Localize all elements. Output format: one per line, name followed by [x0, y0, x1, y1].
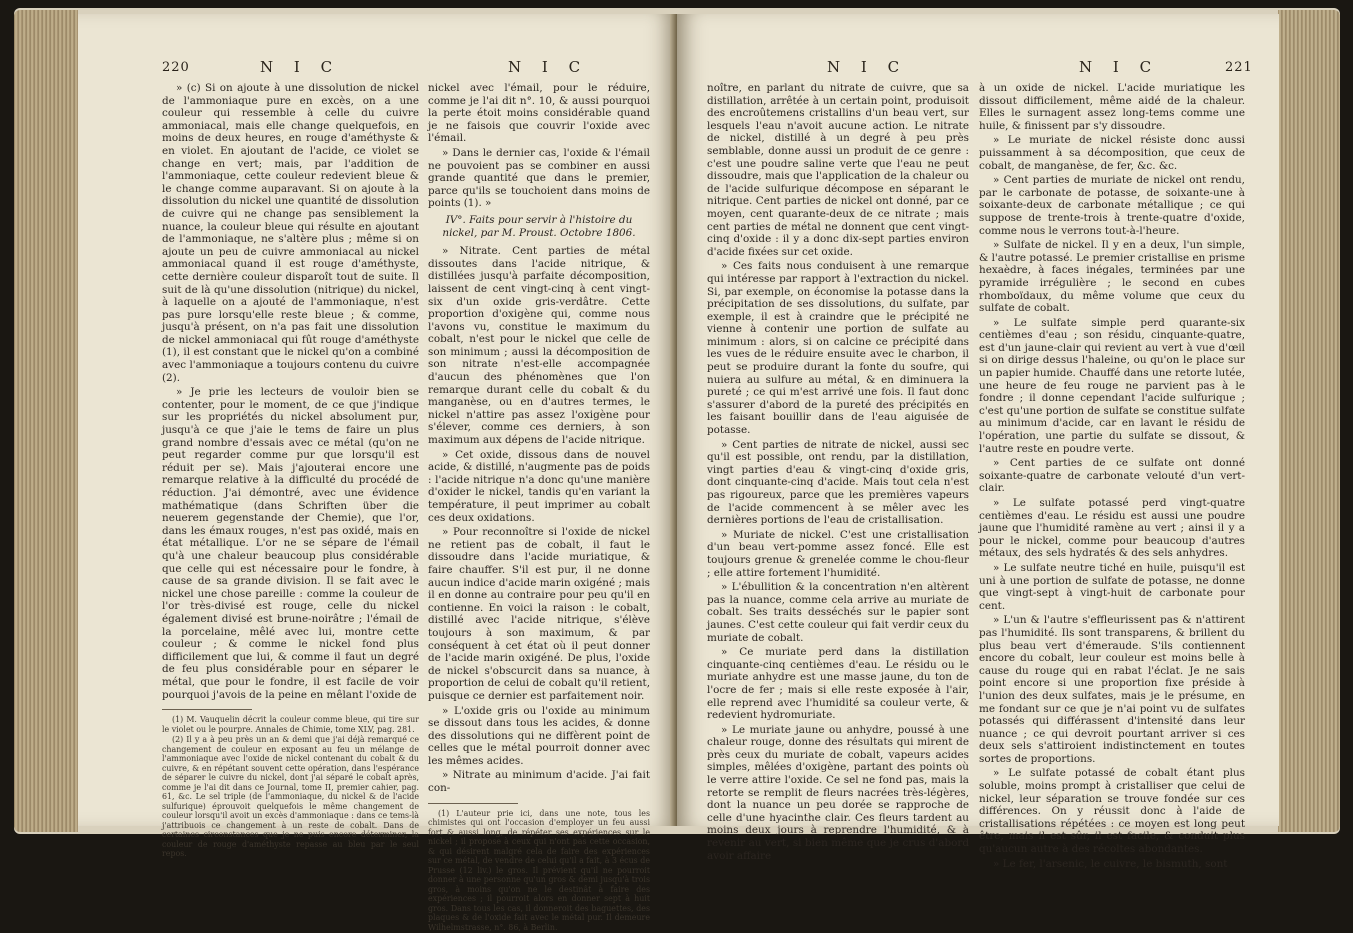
paragraph: » Pour reconnoître si l'oxide de nickel ne retient pas de cobalt, il faut le dissoudre dans l'acide muriatique, & faire chauffer. S'il est pur, il ne donne aucun indice d'acide marin oxigéné ; mais il en donne au contraire pour peu qu'il en contienne. En voici la raison : le cobalt, distillé avec l'acide nitrique, s'élève toujours à son maximum, & par conséquent à cet état où il peut donner de l'acide marin oxigéné. De plus, l'oxide de nickel s'obscurcit dans sa nuance, à proportion de celui de cobalt qu'il retient, puisque ce dernier est parfaitement noir. — [428, 526, 650, 702]
paragraph: » Cent parties de ce sulfate ont donné soixante-quatre de carbonate velouté d'un vert-clair. — [979, 457, 1245, 495]
left-column-2 — [428, 82, 650, 933]
paragraph: » Cet oxide, dissous dans de nouvel acide, & distillé, n'augmente pas de poids : l'acide nitrique n'a donc qu'une manière d'oxider le nickel, tandis qu'en variant la température, il peut imprimer au cobalt ces deux oxidations. — [428, 448, 650, 524]
footnote-rule — [162, 709, 252, 710]
right-column-1 — [707, 82, 969, 864]
paragraph: » Dans le dernier cas, l'oxide & l'émail ne pouvoient pas se combiner en aussi grande quantité que dans le premier, parce qu'ils se touchoient dans moins de points (1). » — [428, 146, 650, 210]
left-column-1 — [162, 82, 419, 860]
footnotes — [162, 715, 419, 859]
right-page — [677, 14, 1279, 870]
left-page — [78, 14, 675, 932]
footnote: (1) M. Vauquelin décrit la couleur comme bleue, qui tire sur le violet ou le pourpre. Annales de Chimie, tome XLV, pag. 281. — [162, 715, 419, 734]
paragraph: » Le muriate de nickel résiste donc aussi puissamment à sa décomposition, que ceux de cobalt, de manganèse, de fer, &c. &c. — [979, 134, 1245, 172]
paragraph: » Le sulfate potassé de cobalt étant plus soluble, moins prompt à cristalliser que celui de nickel, leur séparation se trouve fondée sur ces différences. On y réussit donc à l'aide de cristallisations répétées : ce moyen est long peut être, mais il est sûr, il est facile, & conduit plus qu'aucun autre à des récoltes abondantes. — [979, 767, 1245, 856]
paragraph: » Le muriate jaune ou anhydre, poussé à une chaleur rouge, donne des résultats qui mirent de près ceux du muriate de cobalt, vapeurs acides simples, mêlées d'oxigène, partant des points où le verre attire l'oxide. Ce sel ne fond pas, mais la retorte se remplit de fleurs nacrées très-légères, dont la nuance un peu dorée se rapproche de celle d'une hyacinthe clair. Ces fleurs tardent au moins deux jours à reprendre l'humidité, & à revenir au vert, si bien même que je crus d'abord avoir affaire — [707, 723, 969, 862]
paragraph: » Nitrate. Cent parties de métal dissoutes dans l'acide nitrique, & distillées jusqu'à parfaite décomposition, laissent de cent vingt-cinq à cent vingt-six d'un oxide gris-verdâtre. Cette proportion d'oxigène qui, comme nous l'avons vu, constitue le maximum du cobalt, n'est pour le nickel que celle de son minimum ; aussi la décomposition de son nitrate n'est-elle accompagnée d'aucun des phénomènes que l'on remarque durant celle du cobalt & du manganèse, ou en d'autres termes, le nickel n'attire pas assez l'oxigène pour s'élever, comme ces derniers, à son maximum aux dépens de l'acide nitrique. — [428, 245, 650, 447]
paragraph: » L'ébullition & la concentration n'en altèrent pas la nuance, comme cela arrive au muriate de cobalt. Ses traits desséchés sur le papier sont jaunes. C'est cette couleur qui fait verdir ceux du muriate de cobalt. — [707, 581, 969, 644]
running-head-left-b: N I C — [508, 58, 589, 76]
paragraph: » (c) Si on ajoute à une dissolution de nickel de l'ammoniaque pure en excès, on a une couleur qui ressemble à celle du cuivre ammoniacal, mais elle change quelquefois, en moins de deux heures, en rouge d'améthyste & en violet. En ajoutant de l'acide, ce violet se change en vert; mais, par l'addition de l'ammoniaque, cette couleur redevient bleue & le change comme auparavant. Si on ajoute à la dissolution du nickel une quantité de dissolution de cuivre qui ne change pas sensiblement la nuance, la couleur bleue qui résulte en ajoutant de l'ammoniaque, ne s'altère plus ; même si on ajoute un peu de cuivre ammoniacal au nickel ammoniacal quand il est rouge d'améthyste, cette dernière couleur disparoît tout de suite. Il suit de là qu'une dissolution (nitrique) du nickel, à laquelle on a ajouté de l'ammoniaque, n'est pas pure lorsqu'elle reste bleue ; & comme, jusqu'à présent, on n'a pas fait une dissolution de nickel ammoniacal qui fût rouge d'améthyste (1), il est constant que le nickel qu'on a combiné avec l'ammoniaque a toujours contenu du cuivre (2). — [162, 82, 419, 384]
section-heading: IV°. Faits pour servir à l'histoire du nickel, par M. Proust. Octobre 1806. — [442, 213, 636, 239]
running-head-left-a: N I C — [260, 58, 341, 76]
paragraph: » Cent parties de muriate de nickel ont rendu, par le carbonate de potasse, de soixante-une à soixante-deux de carbonate métallique ; ce qui suppose de trente-trois à trente-quatre d'oxide, comme nous le verrons tout-à-l'heure. — [979, 174, 1245, 237]
paragraph: » L'un & l'autre s'effleurissent pas & n'attirent pas l'humidité. Ils sont transparens, & brillent du plus beau vert d'émeraude. S'ils contiennent encore du cobalt, leur couleur est moins belle à cause du rouge qui en rabat l'éclat. Je ne sais point encore si une proportion fixe préside à l'union des deux sulfates, mais je le présume, en me fondant sur ce que je n'ai point vu de sulfates potassés qui différassent d'intensité dans leur nuance ; ce qui devroit pourtant arriver si ces deux sels s'attiroient indistinctement en toutes sortes de proportions. — [979, 614, 1245, 765]
paragraph: noître, en parlant du nitrate de cuivre, que sa distillation, arrêtée à un certain point, produisoit des encroûtemens cristallins d'un beau vert, sur lesquels l'eau n'avoit aucune action. Le nitrate de nickel, distillé à un degré à peu près semblable, donne aussi un produit de ce genre : c'est une poudre saline verte que l'eau ne peut dissoudre, mais que l'application de la chaleur ou de l'acide sulfurique décompose en séparant le nitrique. Cent parties de nickel ont donné, par ce moyen, cent quarante-deux de ce nitrate ; mais cent parties de métal ne donnent que cent vingt-cinq d'oxide : il y a donc dix-sept parties environ d'acide fixées sur cet oxide. — [707, 82, 969, 258]
paragraph: » Le sulfate potassé perd vingt-quatre centièmes d'eau. Le résidu est aussi une poudre jaune que l'humidité ramène au vert ; ainsi il y a pour le nickel, comme pour beaucoup d'autres métaux, des sels hydratés & des sels anhydres. — [979, 497, 1245, 560]
paragraph: nickel avec l'émail, pour le réduire, comme je l'ai dit n°. 10, & aussi pourquoi la perte étoit moins considérable quand je ne faisois que couvrir l'oxide avec l'émail. — [428, 82, 650, 145]
running-head-right-b: N I C — [1079, 58, 1160, 76]
paragraph: » Muriate de nickel. C'est une cristallisation d'un beau vert-pomme assez foncé. Elle est toujours grenue & grenelée comme le chou-fleur ; elle attire fortement l'humidité. — [707, 528, 969, 579]
paragraph: » L'oxide gris ou l'oxide au minimum se dissout dans tous les acides, & donne des dissolutions qui ne diffèrent point de celles que le métal pourroit donner avec les mêmes acides. — [428, 704, 650, 767]
footnotes — [428, 809, 650, 933]
paragraph: » Le sulfate neutre tiché en huile, puisqu'il est uni à une portion de sulfate de potasse, ne donne que vingt-sept à vingt-huit de carbonate pour cent. — [979, 561, 1245, 612]
paragraph: » Nitrate au minimum d'acide. J'ai fait con- — [428, 769, 650, 795]
running-head-right-a: N I C — [827, 58, 908, 76]
paragraph: » Ces faits nous conduisent à une remarque qui intéresse par rapport à l'extraction du nickel. Si, par exemple, on économise la potasse dans la précipitation de ses dissolutions, du sulfate, par exemple, il est à craindre que le précipité ne vienne à contenir une portion de sulfate au minimum : alors, si on calcine ce précipité dans les vues de le réduire ensuite avec le charbon, il peut se produire durant la fonte du soufre, qui nuiera au sulfure au métal, & en diminuera la pureté ; ce qui m'est arrivé une fois. Il faut donc s'assurer d'abord de la pureté des précipités en les faisant bouillir dans de l'eau aiguisée de potasse. — [707, 260, 969, 437]
paragraph: » Ce muriate perd dans la distillation cinquante-cinq centièmes d'eau. Le résidu ou le muriate anhydre est une masse jaune, du ton de l'ocre de fer ; mais si elle reste exposée à l'air, elle reprend avec l'humidité sa couleur verte, & redevient hydromuriate. — [707, 646, 969, 722]
paragraph: à un oxide de nickel. L'acide muriatique les dissout difficilement, même aidé de la chaleur. Elles le surnagent assez long-tems comme une huile, & finissent par s'y dissoudre. — [979, 82, 1245, 132]
right-column-2 — [979, 82, 1245, 872]
paragraph: » Cent parties de nitrate de nickel, aussi sec qu'il est possible, ont rendu, par la distillation, vingt parties d'eau & vingt-cinq d'oxide gris, dont cinquante-cinq d'acide. Mais tout cela n'est pas rigoureux, parce que les premières vapeurs de l'acide commencent à se mêler avec les dernières portions de l'eau de cristallisation. — [707, 438, 969, 527]
page-number-left: 220 — [162, 60, 190, 75]
footnote-rule — [428, 803, 518, 804]
footnote: (2) Il y a à peu près un an & demi que j'ai déjà remarqué ce changement de couleur en exposant au feu un mélange de l'ammoniaque avec l'oxide de nickel contenant du cobalt & du cuivre, & en répétant souvent cette opération, dans l'espérance de séparer le cuivre du nickel, dont j'ai séparé le cobalt après, comme je l'ai dit dans ce Journal, tome II, premier cahier, pag. 61, &c. Le sel triple (de l'ammoniaque, du nickel & de l'acide sulfurique) éprouvoit quelquefois le même changement de couleur lorsqu'il avoit un excès d'ammoniaque : dans ce tems-là j'attribuois ce changement à un reste de cobalt. Dans de certaines circonstances que je ne puis encore déterminer, la couleur de rouge d'améthyste repasse au bleu par le seul repos. — [162, 735, 419, 859]
right-page-edges — [1278, 10, 1340, 832]
paragraph: » Le fer, l'arsenic, le cuivre, le bismuth, sont — [993, 857, 1228, 870]
page-number-right: 221 — [1225, 60, 1253, 75]
paragraph: » Je prie les lecteurs de vouloir bien se contenter, pour le moment, de ce que j'indique sur les propriétés du nickel absolument pur, jusqu'à ce que j'aie le tems de faire un plus grand nombre d'essais avec ce métal (qu'on ne peut regarder comme pur que lorsqu'il est réduit per se). Mais j'ajouterai encore une remarque relative à la difficulté du procédé de réduction. J'ai démontré, avec une évidence mathématique (dans Schriften über die neuerem gegenstande der Chemie), que l'or, dans les émaux rouges, n'est pas oxidé, mais en état métallique. L'or ne se sépare de l'émail qu'à une chaleur beaucoup plus considérable que celle qui est nécessaire pour le fondre, à cause de sa grande division. Il se fait avec le nickel une chose pareille : comme la couleur de l'or très-divisé est rouge, celle du nickel également divisé est brune-noirâtre ; l'émail de la porcelaine, mêlé avec lui, montre cette couleur ; & comme le nickel fond plus difficilement que lui, & comme il faut un degré de feu plus considérable pour en séparer le métal, que pour le fondre, il est facile de voir pourquoi j'avois de la peine en mêlant l'oxide de — [162, 386, 419, 701]
paragraph: » Sulfate de nickel. Il y en a deux, l'un simple, & l'autre potassé. Le premier cristallise en prisme hexaèdre, à faces inégales, terminées par une pyramide irrégulière ; le second en cubes rhomboïdaux, du même volume que ceux du sulfate de cobalt. — [979, 239, 1245, 315]
left-page-edges — [14, 10, 78, 832]
paragraph: » Le sulfate simple perd quarante-six centièmes d'eau ; son résidu, cinquante-quatre, est d'un jaune-clair qui revient au vert à vue d'œil si on dirige dessus l'haleine, ou qu'on le place sur un papier humide. Chauffé dans une retorte lutée, une heure de feu rouge ne parvient pas à le fondre ; il donne cependant l'acide sulfurique ; c'est qu'une portion de sulfate se constitue sulfate au minimum d'acide, car en lavant le résidu de l'opération, une partie du sulfate se dissout, & l'autre reste en poudre verte. — [979, 316, 1245, 455]
footnote: (1) L'auteur prie ici, dans une note, tous les chimistes qui ont l'occasion d'employer un feu aussi fort & aussi long, de répéter ses expériences sur le nickel ; il propose à ceux qui n'ont pas cette occasion, & qui désirent malgré cela de faire des expériences sur ce métal, de vendre de celui qu'il a fait, à 3 écus de Prusse (12 liv.) le gros. Il prévient qu'il ne pourroit donner à une personne qu'un gros & demi jusqu'à trois gros, à moins qu'on ne le destinât à faire des expériences ; il pourroit alors en donner sept à huit gros. Dans tous les cas, il donneroit des baguettes, des plaques & de l'oxide fait avec le métal pur. Il demeure Wilhelmstrasse, n°. 86, à Berlin. — [428, 808, 650, 932]
